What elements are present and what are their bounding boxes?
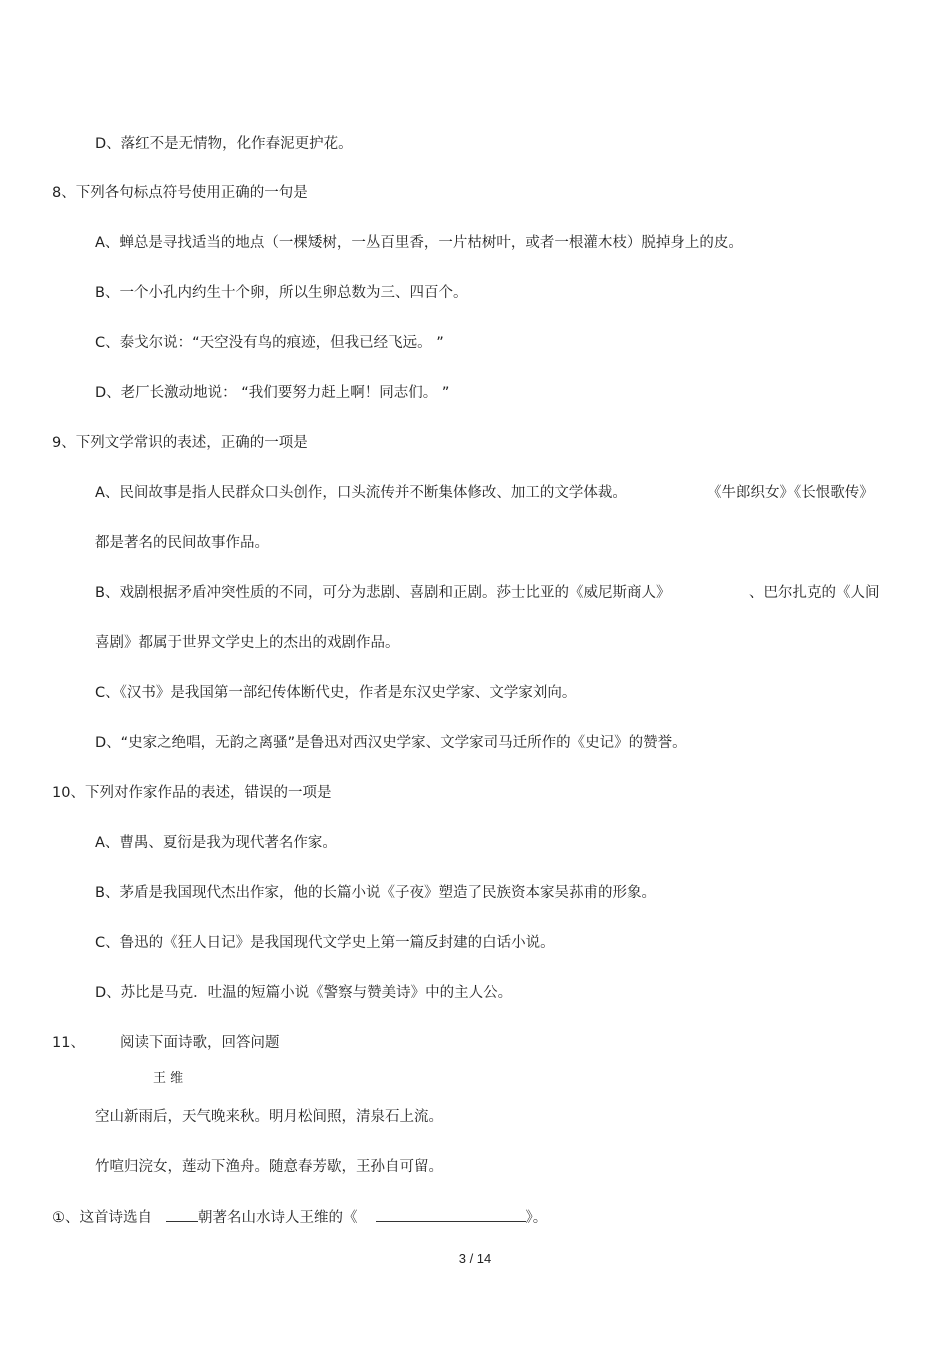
q10-stem: 10、下列对作家作品的表述，错误的一项是 bbox=[52, 785, 332, 801]
q8-option-c: C、泰戈尔说：“天空没有鸟的痕迹，但我已经飞远。 ” bbox=[95, 335, 444, 351]
q11-subquestion-1 bbox=[52, 1207, 547, 1228]
q10-option-c: C、鲁迅的《狂人日记》是我国现代文学史上第一篇反封建的白话小说。 bbox=[95, 935, 555, 951]
q9-option-a-line1: A、民间故事是指人民群众口头创作，口头流传并不断集体修改、加工的文学体裁。 bbox=[95, 485, 627, 501]
q9-option-d: D、“史家之绝唱，无韵之离骚”是鲁迅对西汉史学家、文学家司马迁所作的《史记》的赞誉。 bbox=[95, 735, 687, 751]
q9-option-b-line1: B、戏剧根据矛盾冲突性质的不同，可分为悲剧、喜剧和正剧。莎士比亚的《威尼斯商人》 bbox=[95, 585, 671, 601]
poem-title-blank[interactable] bbox=[376, 1207, 526, 1222]
q10-option-b: B、茅盾是我国现代杰出作家，他的长篇小说《子夜》塑造了民族资本家吴荪甫的形象。 bbox=[95, 885, 656, 901]
q8-option-b: B、一个小孔内约生十个卵，所以生卵总数为三、四百个。 bbox=[95, 285, 468, 301]
q9-option-b-continuation: 、巴尔扎克的《人间 bbox=[749, 585, 880, 601]
q10-option-a: A、曹禺、夏衍是我为现代著名作家。 bbox=[95, 835, 337, 851]
q8-option-a: A、蝉总是寻找适当的地点（一棵矮树，一丛百里香，一片枯树叶，或者一根灌木枝）脱掉身上的皮。 bbox=[95, 235, 743, 251]
sub1-mid: 朝著名山水诗人王维的《 bbox=[198, 1210, 358, 1226]
q9-option-c: C、《汉书》是我国第一部纪传体断代史，作者是东汉史学家、文学家刘向。 bbox=[95, 685, 577, 701]
q11-stem: 阅读下面诗歌，回答问题 bbox=[120, 1035, 280, 1051]
poem-author: 王 维 bbox=[153, 1071, 184, 1086]
page-number: 3 / 14 bbox=[458, 1251, 492, 1266]
q9-stem: 9、下列文学常识的表述，正确的一项是 bbox=[52, 435, 308, 451]
q8-option-d: D、老厂长激动地说： “我们要努力赶上啊！同志们。 ” bbox=[95, 385, 450, 401]
q9-option-a-works: 《牛郎织女》《长恨歌传》 bbox=[707, 485, 874, 501]
poem-line-1: 空山新雨后，天气晚来秋。明月松间照，清泉石上流。 bbox=[95, 1109, 443, 1125]
q8-stem: 8、下列各句标点符号使用正确的一句是 bbox=[52, 185, 308, 201]
poem-line-2: 竹喧归浣女，莲动下渔舟。随意春芳歇，王孙自可留。 bbox=[95, 1159, 443, 1175]
sub1-prefix: ①、这首诗选自 bbox=[52, 1210, 152, 1226]
q10-option-d: D、苏比是马克．吐温的短篇小说《警察与赞美诗》中的主人公。 bbox=[95, 985, 513, 1001]
dynasty-blank[interactable] bbox=[166, 1207, 198, 1222]
sub1-suffix: 》。 bbox=[525, 1210, 548, 1226]
q7-option-d: D、落红不是无情物，化作春泥更护花。 bbox=[95, 136, 353, 152]
q9-option-a-line2: 都是著名的民间故事作品。 bbox=[95, 535, 269, 551]
q11-number: 11、 bbox=[52, 1035, 85, 1051]
q9-option-b-line2: 喜剧》都属于世界文学史上的杰出的戏剧作品。 bbox=[95, 635, 400, 651]
